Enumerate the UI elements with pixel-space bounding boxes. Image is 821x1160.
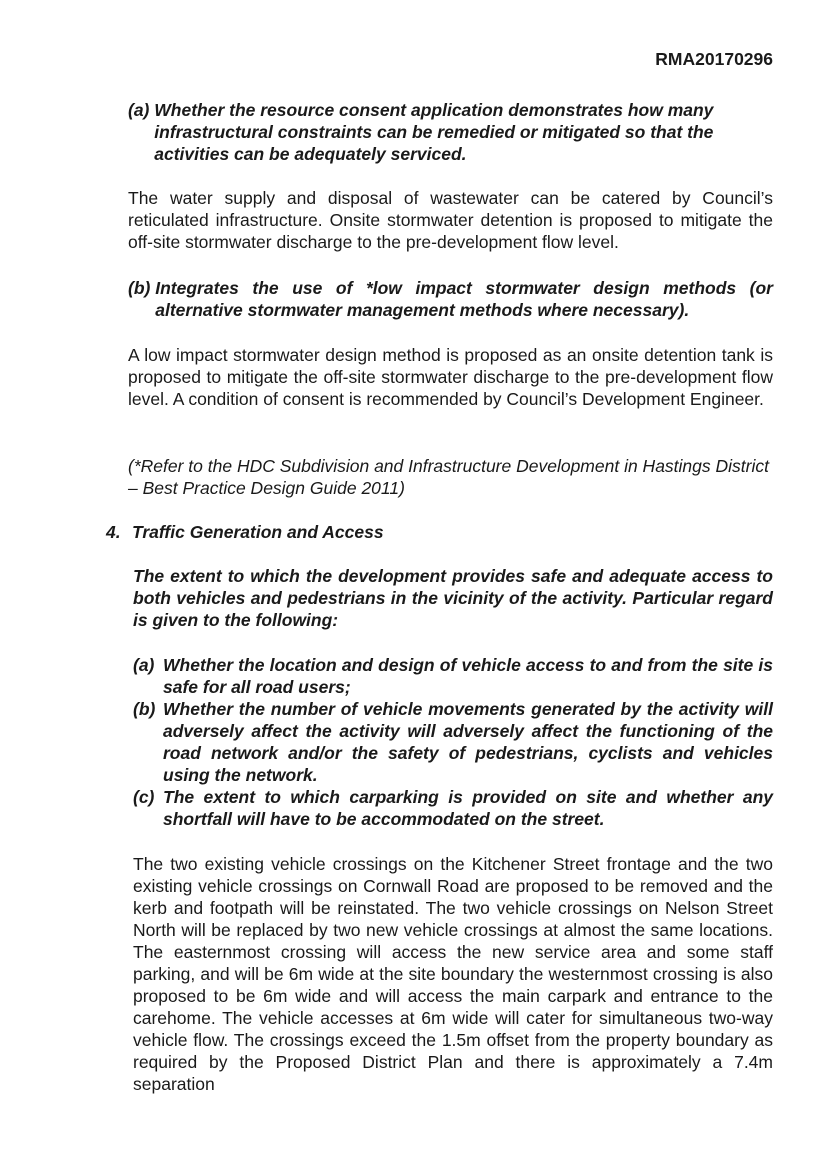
criterion-b-text: Integrates the use of *low impact stormwater design methods (or alternative stormwater management methods where necessary). [155,278,773,320]
section-4-heading [106,521,773,543]
section-4-criteria-list [133,654,773,830]
paragraph-stormwater: A low impact stormwater design method is proposed as an onsite detention tank is proposed to mitigate the off-site stormwater discharge to the pre-development flow level. A condition of consent is recommended by Council’s Development Engineer. [128,345,773,409]
criterion-b [128,277,773,321]
list-item-label: (b) [133,699,156,719]
section-4-intro: The extent to which the development provides safe and adequate access to both vehicles and pedestrians in the vicinity of the activity. Particular regard is given to the following: [133,566,773,630]
list-item [133,698,773,786]
list-item-text: Whether the location and design of vehicle access to and from the site is safe for all road users; [163,655,773,697]
paragraph-vehicle-crossings: The two existing vehicle crossings on the Kitchener Street frontage and the two existing vehicle crossings on Cornwall Road are proposed to be removed and the kerb and footpath will be reinstated. The two vehicle crossings on Nelson Street North will be replaced by two new vehicle crossings at almost the same locations. The easternmost crossing will access the new service area and some staff parking, and will be 6m wide at the site boundary the westernmost crossing is also proposed to be 6m wide and will access the main carpark and entrance to the carehome. The vehicle accesses at 6m wide will cater for simultaneous two-way vehicle flow. The crossings exceed the 1.5m offset from the property boundary as required by the Proposed District Plan and there is approximately a 7.4m separation [133,854,773,1094]
list-item-text: Whether the number of vehicle movements generated by the activity will adversely affect the activity will adversely affect the functioning of the road network and/or the safety of pedestrians, cyclists and vehicles using the network. [163,699,773,785]
criterion-a [128,99,773,165]
criterion-a-label: (a) [128,100,150,120]
list-item [133,654,773,698]
reference-number: RMA20170296 [655,49,773,69]
criterion-a-text: Whether the resource consent application demonstrates how many infrastructural constraints can be remedied or mitigated so that the activities can be adequately serviced. [154,100,714,164]
paragraph-water-supply: The water supply and disposal of wastewater can be catered by Council’s reticulated infrastructure. Onsite stormwater detention is proposed to mitigate the off-site stormwater discharge to the pre-development flow level. [128,188,773,252]
section-4-number: 4. [106,522,121,542]
section-4-title: Traffic Generation and Access [132,522,384,542]
reference-note: (*Refer to the HDC Subdivision and Infrastructure Development in Hastings District – Best Practice Design Guide 2011) [128,456,769,498]
list-item-label: (c) [133,787,155,807]
list-item-text: The extent to which carparking is provided on site and whether any shortfall will have to be accommodated on the street. [163,787,773,829]
list-item [133,786,773,830]
list-item-label: (a) [133,655,155,675]
criterion-b-label: (b) [128,278,151,298]
